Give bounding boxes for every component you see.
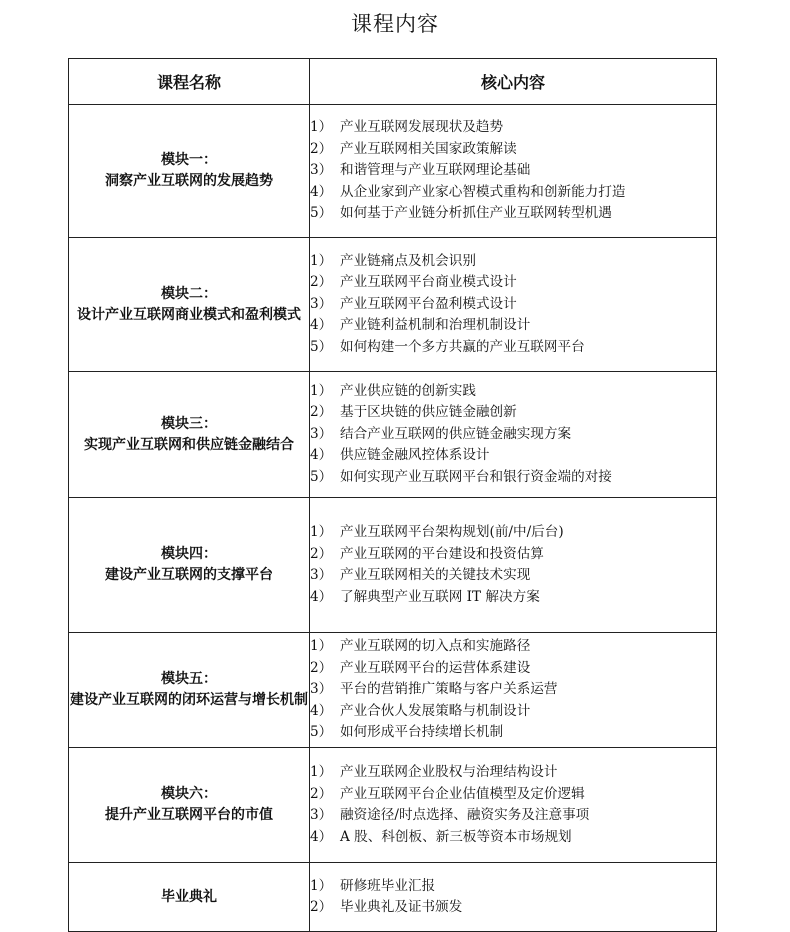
item-text: 融资途径/时点选择、融资实务及注意事项 — [340, 807, 590, 823]
item-text: 如何基于产业链分析抓住产业互联网转型机遇 — [340, 205, 612, 222]
item-number: 3） — [310, 295, 333, 312]
item-text: 如何实现产业互联网平台和银行资金端的对接 — [340, 468, 612, 485]
item-text: 产业互联网的平台建设和投资估算 — [340, 545, 544, 562]
item-text: 产业供应链的创新实践 — [340, 382, 476, 399]
item-text: 供应链金融风控体系设计 — [340, 447, 490, 464]
item-text: 产业互联网企业股权与治理结构设计 — [340, 764, 558, 780]
item-number: 1） — [310, 764, 333, 780]
content-list — [310, 381, 716, 489]
item-text: 和谐管理与产业互联网理论基础 — [340, 162, 531, 179]
list-item — [310, 337, 716, 359]
list-item — [310, 679, 716, 701]
item-text: 研修班毕业汇报 — [340, 877, 436, 894]
item-text: A 股、科创板、新三板等资本市场规划 — [340, 828, 572, 845]
list-item — [310, 827, 716, 849]
item-text: 产业合伙人发展策略与机制设计 — [340, 702, 531, 719]
list-item — [310, 117, 716, 139]
item-number: 5） — [310, 724, 333, 741]
list-item — [310, 251, 716, 273]
module-title: 建设产业互联网的支撑平台 — [105, 567, 273, 583]
module-row — [69, 238, 717, 372]
list-item — [310, 701, 716, 723]
list-item — [310, 636, 716, 658]
item-number: 1） — [310, 252, 333, 269]
header-row — [69, 59, 717, 105]
item-number: 2） — [310, 899, 333, 915]
item-number: 2） — [310, 274, 333, 291]
item-number: 4） — [310, 447, 333, 464]
content-list — [310, 251, 716, 359]
module-content-cell — [310, 863, 717, 932]
module-label: 模块六： — [161, 786, 217, 802]
list-item — [310, 203, 716, 225]
module-content-cell — [310, 748, 717, 863]
item-text: 产业互联网平台架构规划(前/中/后台) — [340, 524, 564, 540]
item-number: 1） — [310, 877, 333, 894]
list-item — [310, 272, 716, 294]
list-item — [310, 424, 716, 446]
item-number: 1） — [310, 638, 333, 655]
list-item — [310, 876, 716, 898]
module-content-cell — [310, 238, 717, 372]
list-item — [310, 160, 716, 182]
item-number: 5） — [310, 338, 333, 355]
module-title: 建设产业互联网的闭环运营与增长机制 — [70, 692, 308, 708]
item-number: 3） — [310, 162, 333, 179]
list-item — [310, 139, 716, 161]
list-item — [310, 381, 716, 403]
module-name-cell — [69, 238, 310, 372]
list-item — [310, 805, 716, 827]
list-item — [310, 658, 716, 680]
list-item — [310, 544, 716, 566]
module-row — [69, 863, 717, 932]
item-number: 2） — [310, 545, 333, 562]
item-text: 如何构建一个多方共赢的产业互联网平台 — [340, 338, 585, 355]
item-number: 4） — [310, 588, 333, 605]
page-title: 课程内容 — [351, 12, 439, 36]
item-text: 产业互联网的切入点和实施路径 — [340, 638, 531, 655]
item-text: 基于区块链的供应链金融创新 — [340, 404, 517, 421]
header-core-content: 核心内容 — [310, 59, 717, 105]
course-table — [68, 58, 717, 932]
item-text: 产业互联网平台的运营体系建设 — [340, 659, 531, 676]
item-number: 4） — [310, 702, 333, 719]
item-number: 2） — [310, 785, 333, 802]
item-text: 产业链利益机制和治理机制设计 — [340, 317, 531, 334]
item-number: 3） — [310, 425, 333, 442]
list-item — [310, 722, 716, 744]
header-course-name: 课程名称 — [69, 59, 310, 105]
module-row — [69, 105, 717, 238]
item-number: 4） — [310, 828, 333, 845]
module-row — [69, 372, 717, 498]
item-text: 结合产业互联网的供应链金融实现方案 — [340, 425, 572, 442]
item-text: 产业互联网发展现状及趋势 — [340, 119, 504, 136]
item-text: 产业互联网相关国家政策解读 — [340, 140, 517, 157]
list-item — [310, 182, 716, 204]
module-title: 洞察产业互联网的发展趋势 — [105, 173, 273, 189]
item-number: 5） — [310, 468, 333, 485]
item-number: 3） — [310, 807, 333, 823]
content-list — [310, 876, 716, 919]
item-number: 4） — [310, 183, 333, 200]
item-number: 2） — [310, 659, 333, 676]
list-item — [310, 897, 716, 919]
list-item — [310, 294, 716, 316]
content-list — [310, 117, 716, 225]
module-label: 模块五： — [161, 671, 217, 687]
item-number: 3） — [310, 567, 333, 583]
item-number: 1） — [310, 524, 333, 540]
list-item — [310, 315, 716, 337]
module-name-cell — [69, 633, 310, 748]
item-text: 产业互联网相关的关键技术实现 — [340, 567, 531, 583]
module-row — [69, 498, 717, 633]
module-row — [69, 633, 717, 748]
item-text: 毕业典礼及证书颁发 — [340, 899, 463, 915]
list-item — [310, 565, 716, 587]
content-list — [310, 522, 716, 608]
list-item — [310, 402, 716, 424]
item-text: 平台的营销推广策略与客户关系运营 — [340, 681, 558, 698]
item-number: 1） — [310, 119, 333, 136]
item-number: 1） — [310, 382, 333, 399]
module-title: 毕业典礼 — [161, 888, 217, 905]
module-label: 模块四： — [161, 546, 217, 562]
content-list — [310, 636, 716, 744]
module-content-cell — [310, 372, 717, 498]
module-name-cell — [69, 498, 310, 633]
module-content-cell — [310, 498, 717, 633]
item-number: 4） — [310, 317, 333, 334]
list-item — [310, 445, 716, 467]
list-item — [310, 587, 716, 609]
item-text: 产业互联网平台商业模式设计 — [340, 274, 517, 291]
module-label: 模块二： — [161, 285, 217, 302]
list-item — [310, 762, 716, 784]
item-text: 产业互联网平台盈利模式设计 — [340, 295, 517, 312]
module-name-cell — [69, 105, 310, 238]
item-text: 了解典型产业互联网 IT 解决方案 — [340, 588, 540, 605]
item-text: 产业链痛点及机会识别 — [340, 252, 476, 269]
item-text: 产业互联网平台企业估值模型及定价逻辑 — [340, 785, 585, 802]
module-row — [69, 748, 717, 863]
module-label: 模块三： — [161, 415, 217, 432]
module-title: 设计产业互联网商业模式和盈利模式 — [77, 306, 301, 323]
module-name-cell — [69, 863, 310, 932]
module-content-cell — [310, 633, 717, 748]
table-body — [69, 105, 717, 932]
list-item — [310, 784, 716, 806]
module-label: 模块一： — [161, 152, 217, 168]
module-name-cell — [69, 748, 310, 863]
module-title: 实现产业互联网和供应链金融结合 — [84, 436, 294, 453]
module-title: 提升产业互联网平台的市值 — [105, 807, 273, 823]
item-number: 5） — [310, 205, 333, 222]
module-name-cell — [69, 372, 310, 498]
item-number: 2） — [310, 404, 333, 421]
module-content-cell — [310, 105, 717, 238]
content-list — [310, 762, 716, 848]
list-item — [310, 522, 716, 544]
list-item — [310, 467, 716, 489]
item-text: 从企业家到产业家心智模式重构和创新能力打造 — [340, 183, 626, 200]
item-text: 如何形成平台持续增长机制 — [340, 724, 504, 741]
item-number: 2） — [310, 140, 333, 157]
item-number: 3） — [310, 681, 333, 698]
